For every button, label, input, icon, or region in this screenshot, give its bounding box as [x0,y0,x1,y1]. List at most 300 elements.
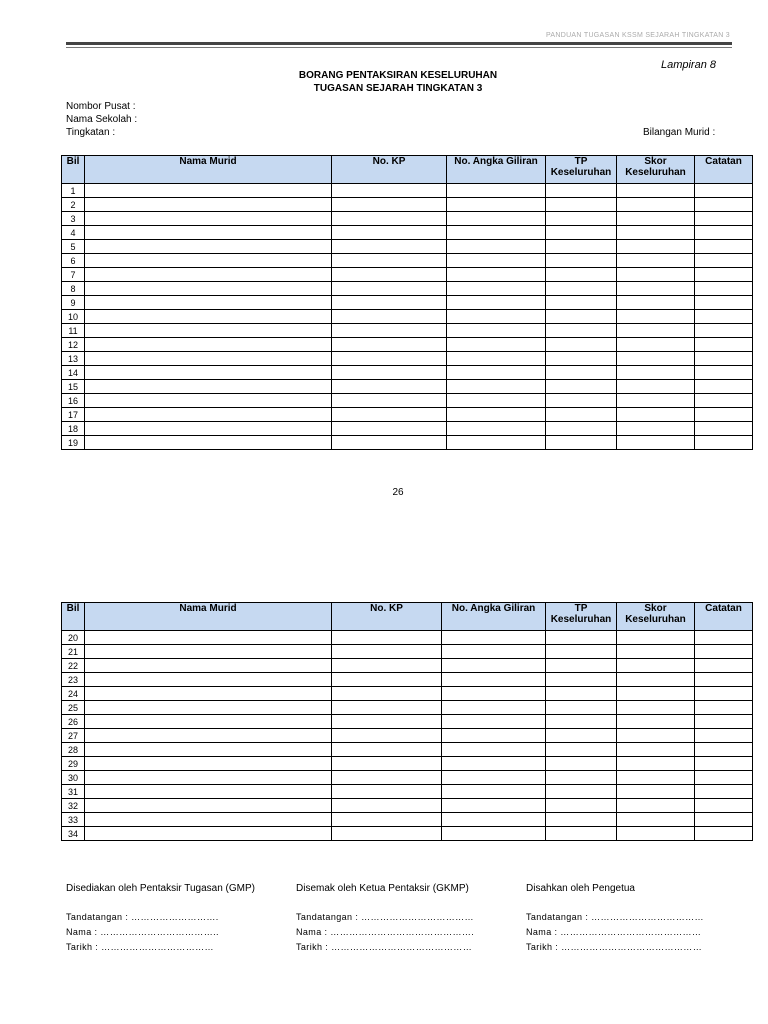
catatan-cell[interactable] [695,813,753,827]
angka-cell[interactable] [442,813,546,827]
nombor-pusat-label: Nombor Pusat : [66,101,136,112]
angka-cell[interactable] [447,184,546,198]
catatan-cell[interactable] [695,659,753,673]
tp-cell[interactable] [546,324,617,338]
tandatangan-line: Tandatangan : ……………………………… [526,912,704,922]
angka-cell[interactable] [442,799,546,813]
angka-cell[interactable] [447,422,546,436]
kp-cell[interactable] [332,268,447,282]
bil-cell: 3 [62,212,85,226]
catatan-cell[interactable] [695,673,753,687]
skor-cell[interactable] [617,240,695,254]
skor-cell[interactable] [617,366,695,380]
angka-cell[interactable] [442,631,546,645]
nama-cell[interactable] [85,254,332,268]
tp-cell[interactable] [546,380,617,394]
kp-cell[interactable] [332,296,447,310]
skor-cell[interactable] [617,310,695,324]
tp-cell[interactable] [546,673,617,687]
skor-cell[interactable] [617,631,695,645]
catatan-cell[interactable] [695,338,753,352]
angka-cell[interactable] [447,198,546,212]
skor-cell[interactable] [617,296,695,310]
tp-cell[interactable] [546,422,617,436]
table-row [62,324,753,338]
form-title-line2: TUGASAN SEJARAH TINGKATAN 3 [313,83,483,94]
col-catatan-header: Catatan [695,156,753,184]
col-skor-header: Skor Keseluruhan [617,156,695,184]
nama-cell[interactable] [85,338,332,352]
kp-cell[interactable] [332,212,447,226]
skor-cell[interactable] [617,268,695,282]
nama-cell[interactable] [85,799,332,813]
tandatangan-line: Tandatangan : ……………………………… [296,912,474,922]
bil-cell: 7 [62,268,85,282]
catatan-cell[interactable] [695,268,753,282]
angka-cell[interactable] [447,338,546,352]
kp-cell[interactable] [332,785,442,799]
tp-cell[interactable] [546,771,617,785]
skor-cell[interactable] [617,282,695,296]
kp-cell[interactable] [332,715,442,729]
tp-cell[interactable] [546,254,617,268]
catatan-cell[interactable] [695,771,753,785]
bil-cell: 28 [62,743,85,757]
nama-line: Nama : ………………………………………. [296,927,475,937]
table-row [62,645,753,659]
nama-cell[interactable] [85,813,332,827]
skor-cell[interactable] [617,743,695,757]
skor-cell[interactable] [617,771,695,785]
catatan-cell[interactable] [695,799,753,813]
kp-cell[interactable] [332,687,442,701]
tp-cell[interactable] [546,268,617,282]
tingkatan-label: Tingkatan : [66,127,116,138]
tp-cell[interactable] [546,659,617,673]
table-row [62,254,753,268]
skor-cell[interactable] [617,184,695,198]
angka-cell[interactable] [447,436,546,450]
angka-cell[interactable] [447,296,546,310]
table-header-row [62,603,753,631]
skor-cell[interactable] [617,408,695,422]
angka-cell[interactable] [442,673,546,687]
bil-cell: 18 [62,422,85,436]
tp-cell[interactable] [546,757,617,771]
bil-cell: 22 [62,659,85,673]
angka-cell[interactable] [447,240,546,254]
table-row [62,785,753,799]
catatan-cell[interactable] [695,408,753,422]
catatan-cell[interactable] [695,422,753,436]
lampiran-label: Lampiran 8 [660,59,716,71]
bil-cell: 30 [62,771,85,785]
table-row [62,296,753,310]
table-row [62,673,753,687]
nama-cell[interactable] [85,729,332,743]
angka-cell[interactable] [442,645,546,659]
nama-cell[interactable] [85,324,332,338]
table-row [62,226,753,240]
angka-cell[interactable] [447,268,546,282]
angka-cell[interactable] [442,659,546,673]
kp-cell[interactable] [332,198,447,212]
skor-cell[interactable] [617,422,695,436]
tp-cell[interactable] [546,408,617,422]
table-row [62,310,753,324]
form-title-line1: BORANG PENTAKSIRAN KESELURUHAN [298,70,498,81]
angka-cell[interactable] [447,408,546,422]
kp-cell[interactable] [332,659,442,673]
col-kp-header: No. KP [332,603,442,631]
bil-cell: 4 [62,226,85,240]
page-number: 26 [392,487,404,498]
signature-block-gmp [66,883,255,957]
catatan-cell[interactable] [695,310,753,324]
catatan-cell[interactable] [695,715,753,729]
kp-cell[interactable] [332,827,442,841]
catatan-cell[interactable] [695,282,753,296]
catatan-cell[interactable] [695,436,753,450]
catatan-cell[interactable] [695,366,753,380]
tp-cell[interactable] [546,352,617,366]
catatan-cell[interactable] [695,296,753,310]
bilangan-murid-label: Bilangan Murid : [643,127,716,138]
kp-cell[interactable] [332,254,447,268]
catatan-cell[interactable] [695,226,753,240]
kp-cell[interactable] [332,771,442,785]
kp-cell[interactable] [332,352,447,366]
nama-cell[interactable] [85,701,332,715]
nama-cell[interactable] [85,687,332,701]
nama-line: Nama : ……………………………….. [66,927,219,937]
nama-cell[interactable] [85,366,332,380]
skor-cell[interactable] [617,813,695,827]
angka-cell[interactable] [447,310,546,324]
catatan-cell[interactable] [695,394,753,408]
tp-cell[interactable] [546,226,617,240]
kp-cell[interactable] [332,422,447,436]
table-row [62,198,753,212]
skor-cell[interactable] [617,659,695,673]
tp-cell[interactable] [546,729,617,743]
catatan-cell[interactable] [695,184,753,198]
bil-cell: 16 [62,394,85,408]
bil-cell: 33 [62,813,85,827]
bil-cell: 11 [62,324,85,338]
skor-cell[interactable] [617,254,695,268]
kp-cell[interactable] [332,631,442,645]
nama-cell[interactable] [85,436,332,450]
bil-cell: 20 [62,631,85,645]
catatan-cell[interactable] [695,757,753,771]
angka-cell[interactable] [447,282,546,296]
catatan-cell[interactable] [695,380,753,394]
tp-cell[interactable] [546,785,617,799]
tarikh-line: Tarikh : ……………………………… [66,942,214,952]
bil-cell: 10 [62,310,85,324]
nama-cell[interactable] [85,184,332,198]
tp-cell[interactable] [546,631,617,645]
table-row [62,268,753,282]
kp-cell[interactable] [332,310,447,324]
table-row [62,743,753,757]
kp-cell[interactable] [332,184,447,198]
nama-cell[interactable] [85,659,332,673]
tandatangan-line: Tandatangan : ………………………. [66,912,219,922]
col-skor-header: Skor Keseluruhan [617,603,695,631]
skor-cell[interactable] [617,757,695,771]
table-row [62,422,753,436]
catatan-cell[interactable] [695,631,753,645]
table-row [62,757,753,771]
angka-cell[interactable] [442,687,546,701]
angka-cell[interactable] [447,212,546,226]
kp-cell[interactable] [332,366,447,380]
tarikh-line: Tarikh : ……………………………………… [296,942,473,952]
angka-cell[interactable] [442,771,546,785]
bil-cell: 27 [62,729,85,743]
angka-cell[interactable] [442,701,546,715]
tp-cell[interactable] [546,366,617,380]
tp-cell[interactable] [546,310,617,324]
table-row [62,799,753,813]
table-row [62,771,753,785]
catatan-cell[interactable] [695,240,753,254]
col-tp-header: TP Keseluruhan [546,603,617,631]
angka-cell[interactable] [442,785,546,799]
catatan-cell[interactable] [695,212,753,226]
skor-cell[interactable] [617,324,695,338]
nama-cell[interactable] [85,785,332,799]
angka-cell[interactable] [442,729,546,743]
skor-cell[interactable] [617,729,695,743]
header-rule-thin [66,47,732,48]
skor-cell[interactable] [617,687,695,701]
bil-cell: 24 [62,687,85,701]
tp-cell[interactable] [546,296,617,310]
tp-cell[interactable] [546,813,617,827]
tp-cell[interactable] [546,198,617,212]
angka-cell[interactable] [442,827,546,841]
skor-cell[interactable] [617,436,695,450]
bil-cell: 5 [62,240,85,254]
table-row [62,338,753,352]
angka-cell[interactable] [447,254,546,268]
skor-cell[interactable] [617,198,695,212]
skor-cell[interactable] [617,212,695,226]
skor-cell[interactable] [617,673,695,687]
nama-cell[interactable] [85,715,332,729]
kp-cell[interactable] [332,338,447,352]
catatan-cell[interactable] [695,324,753,338]
table-row [62,631,753,645]
bil-cell: 14 [62,366,85,380]
nama-cell[interactable] [85,282,332,296]
bil-cell: 9 [62,296,85,310]
tp-cell[interactable] [546,282,617,296]
tp-cell[interactable] [546,701,617,715]
angka-cell[interactable] [442,715,546,729]
table-row [62,282,753,296]
nama-cell[interactable] [85,380,332,394]
skor-cell[interactable] [617,785,695,799]
kp-cell[interactable] [332,380,447,394]
skor-cell[interactable] [617,701,695,715]
skor-cell[interactable] [617,338,695,352]
table-row [62,352,753,366]
col-catatan-header: Catatan [695,603,753,631]
angka-cell[interactable] [447,380,546,394]
signature-heading: Disemak oleh Ketua Pentaksir (GKMP) [296,883,469,894]
kp-cell[interactable] [332,282,447,296]
nama-cell[interactable] [85,827,332,841]
catatan-cell[interactable] [695,827,753,841]
kp-cell[interactable] [332,813,442,827]
table-row [62,659,753,673]
nama-cell[interactable] [85,268,332,282]
bil-cell: 1 [62,184,85,198]
col-bil-header: Bil [62,156,85,184]
bil-cell: 17 [62,408,85,422]
assessment-table-page1 [61,155,753,450]
tp-cell[interactable] [546,799,617,813]
nama-cell[interactable] [85,198,332,212]
bil-cell: 12 [62,338,85,352]
col-kp-header: No. KP [332,156,447,184]
signature-block-gkmp [296,883,474,957]
nama-cell[interactable] [85,757,332,771]
nama-cell[interactable] [85,422,332,436]
kp-cell[interactable] [332,645,442,659]
table-row [62,436,753,450]
catatan-cell[interactable] [695,198,753,212]
kp-cell[interactable] [332,757,442,771]
kp-cell[interactable] [332,394,447,408]
bil-cell: 29 [62,757,85,771]
angka-cell[interactable] [447,366,546,380]
kp-cell[interactable] [332,226,447,240]
angka-cell[interactable] [447,324,546,338]
catatan-cell[interactable] [695,701,753,715]
tp-cell[interactable] [546,715,617,729]
kp-cell[interactable] [332,408,447,422]
bil-cell: 6 [62,254,85,268]
catatan-cell[interactable] [695,254,753,268]
nama-cell[interactable] [85,352,332,366]
nama-line: Nama : ……………………………………… [526,927,702,937]
catatan-cell[interactable] [695,687,753,701]
angka-cell[interactable] [442,743,546,757]
table-row [62,212,753,226]
tp-cell[interactable] [546,394,617,408]
angka-cell[interactable] [447,226,546,240]
angka-cell[interactable] [447,352,546,366]
nama-cell[interactable] [85,645,332,659]
nama-cell[interactable] [85,408,332,422]
table-row [62,380,753,394]
table-row [62,687,753,701]
skor-cell[interactable] [617,394,695,408]
skor-cell[interactable] [617,827,695,841]
catatan-cell[interactable] [695,645,753,659]
bil-cell: 2 [62,198,85,212]
table-header-row [62,156,753,184]
bil-cell: 26 [62,715,85,729]
nama-cell[interactable] [85,771,332,785]
catatan-cell[interactable] [695,785,753,799]
tp-cell[interactable] [546,687,617,701]
bil-cell: 31 [62,785,85,799]
running-header: PANDUAN TUGASAN KSSM SEJARAH TINGKATAN 3 [545,32,730,39]
skor-cell[interactable] [617,352,695,366]
table-row [62,408,753,422]
table-row [62,813,753,827]
tp-cell[interactable] [546,827,617,841]
skor-cell[interactable] [617,799,695,813]
angka-cell[interactable] [447,394,546,408]
col-angka-header: No. Angka Giliran [442,603,546,631]
bil-cell: 15 [62,380,85,394]
tp-cell[interactable] [546,240,617,254]
bil-cell: 13 [62,352,85,366]
kp-cell[interactable] [332,324,447,338]
kp-cell[interactable] [332,729,442,743]
nama-cell[interactable] [85,296,332,310]
bil-cell: 21 [62,645,85,659]
nama-cell[interactable] [85,212,332,226]
col-angka-header: No. Angka Giliran [447,156,546,184]
kp-cell[interactable] [332,701,442,715]
catatan-cell[interactable] [695,729,753,743]
skor-cell[interactable] [617,380,695,394]
kp-cell[interactable] [332,436,447,450]
kp-cell[interactable] [332,673,442,687]
table-row [62,366,753,380]
kp-cell[interactable] [332,240,447,254]
signature-block-pengetua [526,883,704,957]
signature-heading: Disahkan oleh Pengetua [526,883,635,894]
skor-cell[interactable] [617,645,695,659]
nama-cell[interactable] [85,310,332,324]
tp-cell[interactable] [546,184,617,198]
tp-cell[interactable] [546,645,617,659]
bil-cell: 19 [62,436,85,450]
tp-cell[interactable] [546,212,617,226]
skor-cell[interactable] [617,226,695,240]
table-row [62,240,753,254]
kp-cell[interactable] [332,799,442,813]
nama-cell[interactable] [85,240,332,254]
skor-cell[interactable] [617,715,695,729]
catatan-cell[interactable] [695,743,753,757]
nama-cell[interactable] [85,394,332,408]
nama-sekolah-label: Nama Sekolah : [66,114,138,125]
tp-cell[interactable] [546,338,617,352]
table-row [62,394,753,408]
catatan-cell[interactable] [695,352,753,366]
kp-cell[interactable] [332,743,442,757]
nama-cell[interactable] [85,631,332,645]
nama-cell[interactable] [85,673,332,687]
nama-cell[interactable] [85,226,332,240]
table-row [62,729,753,743]
nama-cell[interactable] [85,743,332,757]
col-nama-header: Nama Murid [85,603,332,631]
tp-cell[interactable] [546,743,617,757]
tp-cell[interactable] [546,436,617,450]
angka-cell[interactable] [442,757,546,771]
